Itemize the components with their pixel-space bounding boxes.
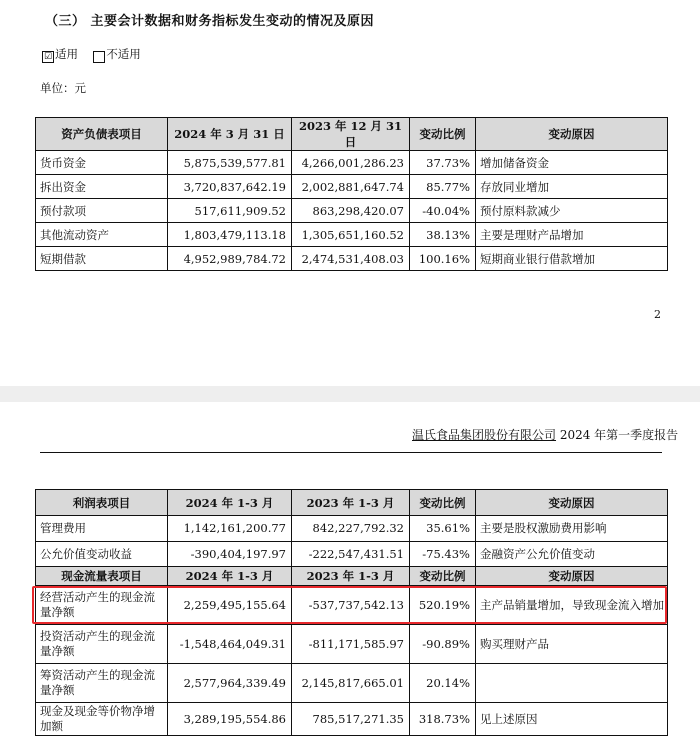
highlight-box [32, 586, 667, 624]
change-ratio: 85.77% [410, 175, 476, 199]
applicable-selector [42, 46, 141, 63]
item-name: 公允价值变动收益 [36, 542, 168, 567]
change-reason: 金融资产公允价值变动 [476, 542, 668, 567]
column-header: 2024 年 1-3 月 [168, 567, 292, 586]
change-reason: 存放同业增加 [476, 175, 668, 199]
prior-value: 1,305,651,160.52 [292, 223, 410, 247]
column-header: 2023 年 12 月 31 日 [292, 118, 410, 151]
prior-value: -222,547,431.51 [292, 542, 410, 567]
current-value: 3,289,195,554.86 [168, 703, 292, 736]
change-ratio: 100.16% [410, 247, 476, 271]
change-reason: 主要是理财产品增加 [476, 223, 668, 247]
column-header: 2024 年 3 月 31 日 [168, 118, 292, 151]
table-row [36, 516, 668, 542]
change-ratio: 38.13% [410, 223, 476, 247]
column-header: 变动比例 [410, 118, 476, 151]
item-name: 管理费用 [36, 516, 168, 542]
item-name: 筹资活动产生的现金流量净额 [36, 664, 168, 703]
change-ratio: 520.19% [410, 586, 476, 625]
page-separator [0, 386, 700, 402]
change-reason: 主产品销量增加，导致现金流入增加 [476, 586, 668, 625]
change-ratio: 35.61% [410, 516, 476, 542]
change-ratio: -90.89% [410, 625, 476, 664]
prior-value: 2,002,881,647.74 [292, 175, 410, 199]
change-reason [476, 664, 668, 703]
checkbox-unchecked-icon [93, 51, 105, 63]
table-header-row [36, 118, 668, 151]
column-header: 2023 年 1-3 月 [292, 490, 410, 516]
table-row [36, 175, 668, 199]
column-header: 变动原因 [476, 118, 668, 151]
change-reason: 增加储备资金 [476, 151, 668, 175]
change-reason: 见上述原因 [476, 703, 668, 736]
report-page-2 [0, 402, 700, 732]
current-value: -390,404,197.97 [168, 542, 292, 567]
balance-sheet-table [35, 117, 668, 271]
applicable-label: 适用 [55, 47, 78, 61]
prior-value: 2,474,531,408.03 [292, 247, 410, 271]
table-row [36, 625, 668, 664]
unit-label: 单位：元 [40, 81, 86, 95]
column-header: 现金流量表项目 [36, 567, 168, 586]
column-header: 变动原因 [476, 567, 668, 586]
item-name: 拆出资金 [36, 175, 168, 199]
table-row [36, 664, 668, 703]
page-number: 2 [654, 308, 661, 321]
column-header: 变动比例 [410, 490, 476, 516]
change-reason: 预付原料款减少 [476, 199, 668, 223]
item-name: 投资活动产生的现金流量净额 [36, 625, 168, 664]
not-applicable-label: 不适用 [106, 47, 141, 61]
section-title: （三） 主要会计数据和财务指标发生变动的情况及原因 [45, 14, 375, 29]
prior-value: 842,227,792.32 [292, 516, 410, 542]
header-divider [40, 452, 662, 453]
checkbox-checked-icon: ☑ [43, 52, 53, 62]
column-header: 变动原因 [476, 490, 668, 516]
prior-value: 4,266,001,286.23 [292, 151, 410, 175]
column-header: 变动比例 [410, 567, 476, 586]
column-header: 2024 年 1-3 月 [168, 490, 292, 516]
report-header [412, 426, 678, 443]
prior-value: 785,517,271.35 [292, 703, 410, 736]
report-title: 2024 年第一季度报告 [556, 428, 679, 442]
current-value: 3,720,837,642.19 [168, 175, 292, 199]
table-header-row [36, 567, 668, 586]
prior-value: -811,171,585.97 [292, 625, 410, 664]
table-header-row [36, 490, 668, 516]
current-value: 2,259,495,155.64 [168, 586, 292, 625]
item-name: 短期借款 [36, 247, 168, 271]
table-row [36, 223, 668, 247]
current-value: 5,875,539,577.81 [168, 151, 292, 175]
company-name: 温氏食品集团股份有限公司 [412, 428, 557, 442]
item-name: 现金及现金等价物净增加额 [36, 703, 168, 736]
current-value: 4,952,989,784.72 [168, 247, 292, 271]
change-ratio: -40.04% [410, 199, 476, 223]
table-row [36, 199, 668, 223]
change-reason: 主要是股权激励费用影响 [476, 516, 668, 542]
change-ratio: 318.73% [410, 703, 476, 736]
table-row [36, 151, 668, 175]
item-name: 其他流动资产 [36, 223, 168, 247]
table-row [36, 542, 668, 567]
table-row [36, 703, 668, 736]
prior-value: 863,298,420.07 [292, 199, 410, 223]
item-name: 货币资金 [36, 151, 168, 175]
current-value: 1,142,161,200.77 [168, 516, 292, 542]
current-value: 517,611,909.52 [168, 199, 292, 223]
current-value: 2,577,964,339.49 [168, 664, 292, 703]
column-header: 利润表项目 [36, 490, 168, 516]
change-reason: 购买理财产品 [476, 625, 668, 664]
current-value: 1,803,479,113.18 [168, 223, 292, 247]
column-header: 资产负债表项目 [36, 118, 168, 151]
column-header: 2023 年 1-3 月 [292, 567, 410, 586]
item-name: 经营活动产生的现金流量净额 [36, 586, 168, 625]
prior-value: 2,145,817,665.01 [292, 664, 410, 703]
prior-value: -537,737,542.13 [292, 586, 410, 625]
change-reason: 短期商业银行借款增加 [476, 247, 668, 271]
change-ratio: -75.43% [410, 542, 476, 567]
change-ratio: 20.14% [410, 664, 476, 703]
change-ratio: 37.73% [410, 151, 476, 175]
item-name: 预付款项 [36, 199, 168, 223]
current-value: -1,548,464,049.31 [168, 625, 292, 664]
table-row [36, 247, 668, 271]
